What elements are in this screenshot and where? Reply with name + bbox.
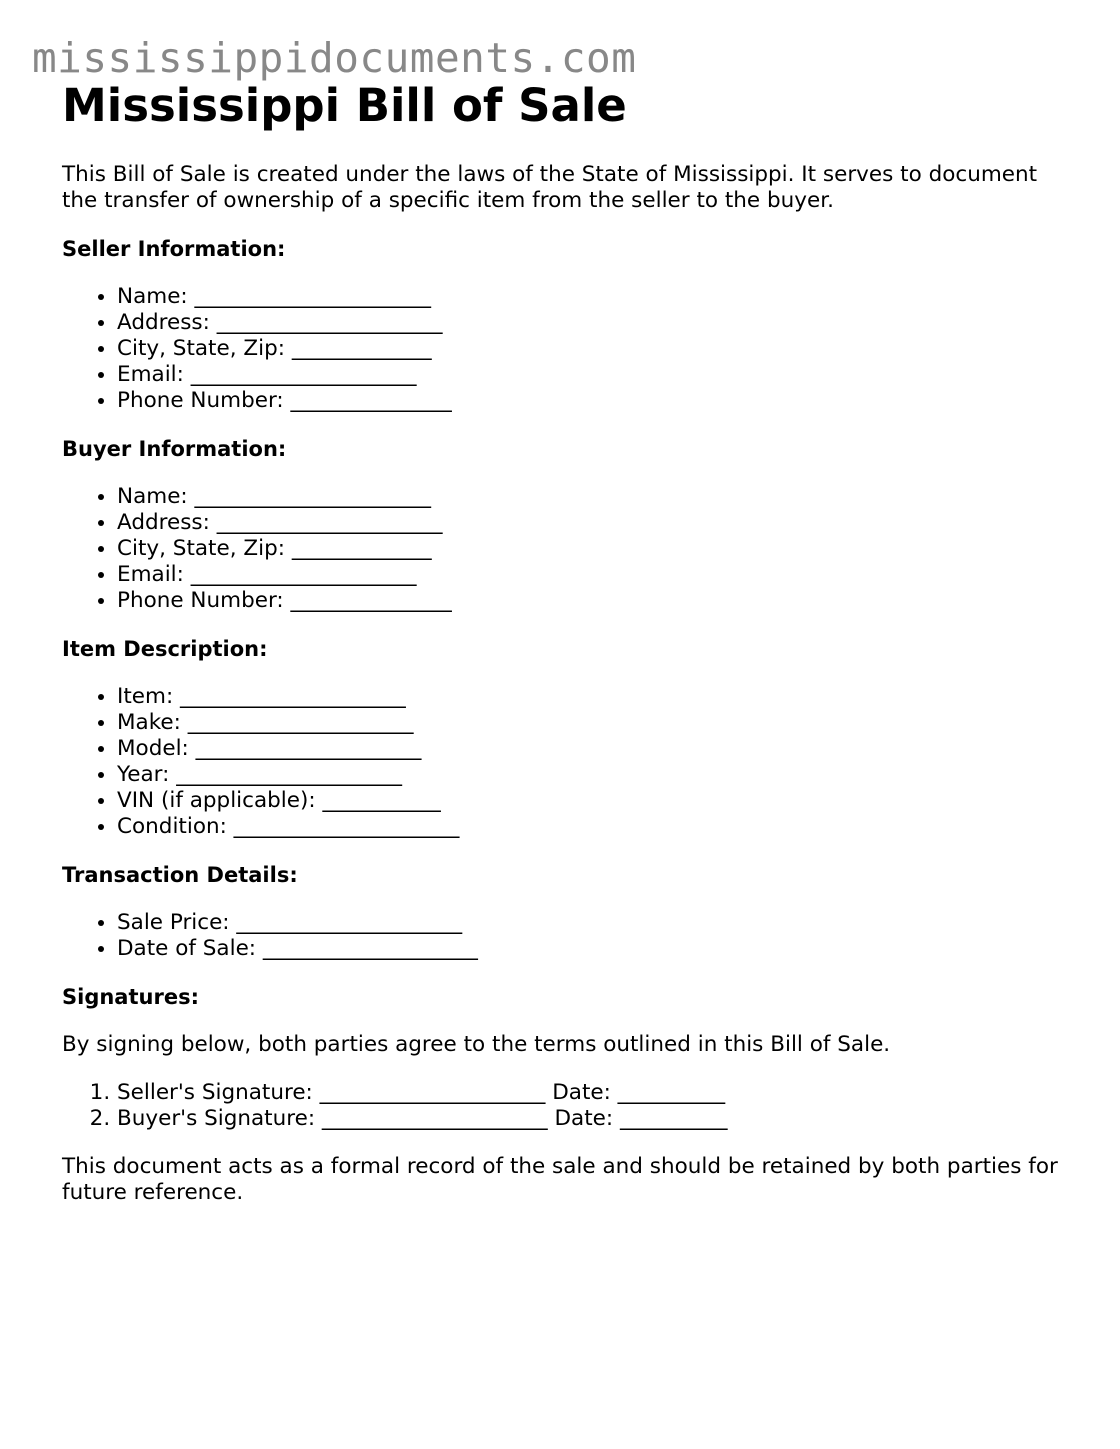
seller-city-state-zip-field: • City, State, Zip: _____________ — [117, 336, 1062, 362]
signature-lines-list — [62, 1080, 1062, 1132]
condition-field: • Condition: _____________________ — [117, 814, 1062, 840]
transaction-fields-list — [62, 910, 1062, 962]
watermark: mississippidocuments.com — [32, 34, 637, 82]
signatures-heading: Signatures: — [62, 985, 199, 1009]
seller-fields-list — [62, 284, 1062, 414]
buyer-heading: Buyer Information: — [62, 437, 287, 461]
year-field: • Year: _____________________ — [117, 762, 1062, 788]
sale-price-field: • Sale Price: _____________________ — [117, 910, 1062, 936]
vin-field: • VIN (if applicable): ___________ — [117, 788, 1062, 814]
seller-signature-line: 1. Seller's Signature: _____________________ Date: __________ — [117, 1080, 1062, 1106]
buyer-fields-list — [62, 484, 1062, 614]
buyer-name-field: • Name: ______________________ — [117, 484, 1062, 510]
seller-email-field: • Email: _____________________ — [117, 362, 1062, 388]
buyer-phone-field: • Phone Number: _______________ — [117, 588, 1062, 614]
make-field: • Make: _____________________ — [117, 710, 1062, 736]
buyer-address-field: • Address: _____________________ — [117, 510, 1062, 536]
page-title: Mississippi Bill of Sale — [62, 79, 627, 132]
seller-phone-field: • Phone Number: _______________ — [117, 388, 1062, 414]
buyer-signature-line: 2. Buyer's Signature: _____________________ Date: __________ — [117, 1106, 1062, 1132]
seller-name-field: • Name: ______________________ — [117, 284, 1062, 310]
intro-paragraph: This Bill of Sale is created under the laws of the State of Mississippi. It serves to document the transfer of ownership of a specific item from the seller to the buyer. — [62, 162, 1038, 213]
item-heading: Item Description: — [62, 637, 268, 661]
seller-heading: Seller Information: — [62, 237, 286, 261]
closing-paragraph: This document acts as a formal record of the sale and should be retained by both parties for future reference. — [62, 1154, 1058, 1205]
signatures-statement: By signing below, both parties agree to the terms outlined in this Bill of Sale. — [62, 1032, 891, 1057]
model-field: • Model: _____________________ — [117, 736, 1062, 762]
date-of-sale-field: • Date of Sale: ____________________ — [117, 936, 1062, 962]
item-field: • Item: _____________________ — [117, 684, 1062, 710]
seller-address-field: • Address: _____________________ — [117, 310, 1062, 336]
buyer-email-field: • Email: _____________________ — [117, 562, 1062, 588]
document — [62, 78, 1062, 1206]
transaction-heading: Transaction Details: — [62, 863, 298, 887]
item-fields-list — [62, 684, 1062, 840]
buyer-city-state-zip-field: • City, State, Zip: _____________ — [117, 536, 1062, 562]
